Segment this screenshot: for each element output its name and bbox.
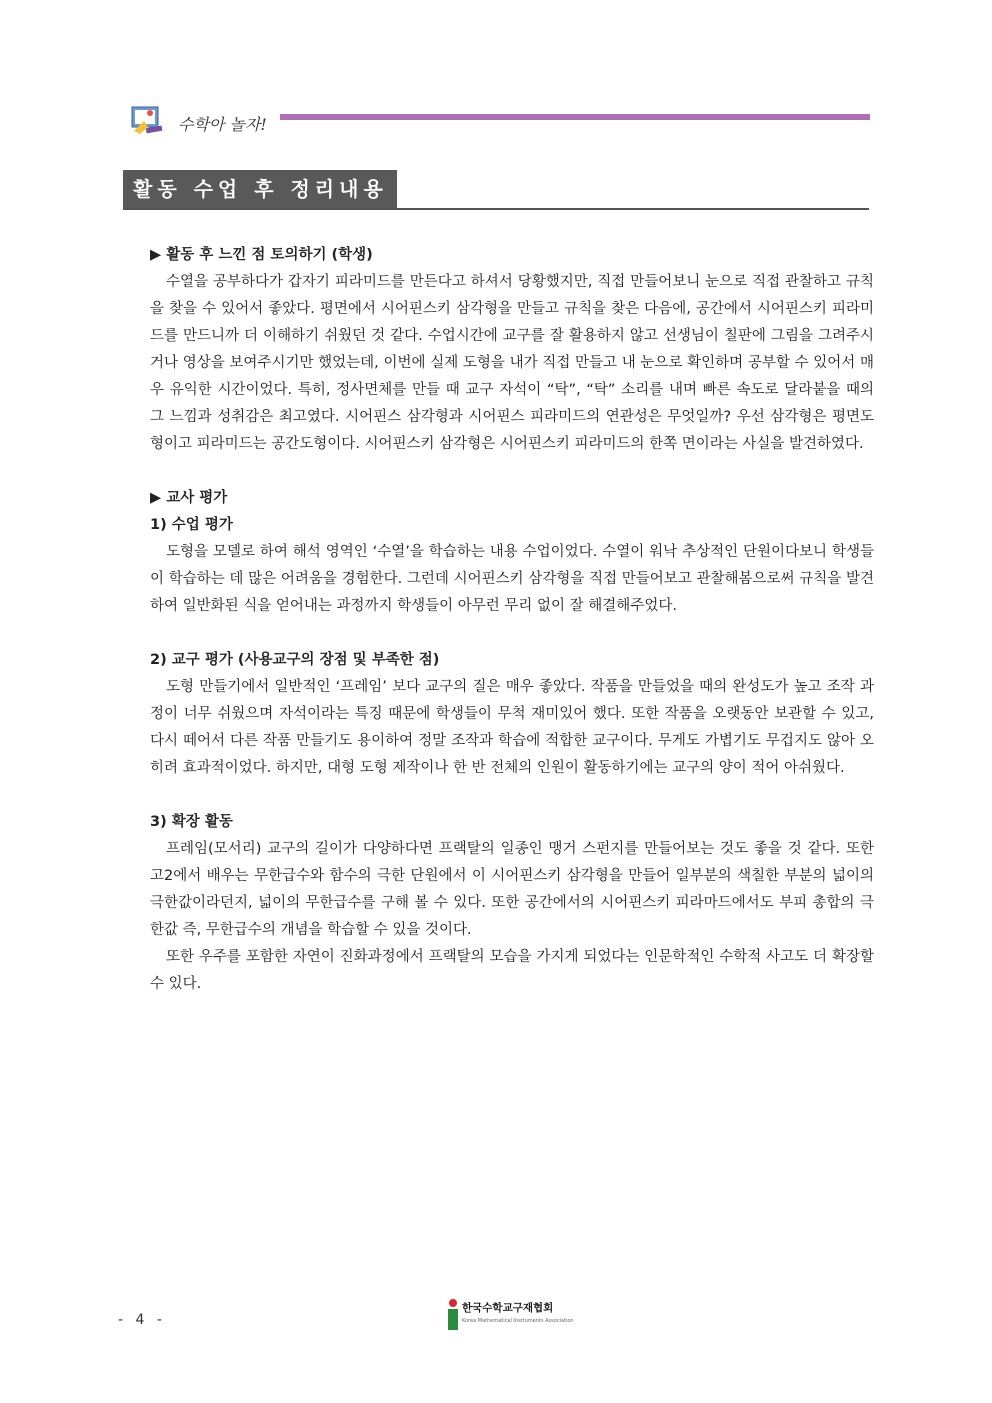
section-heading: ▶ 교사 평가	[150, 490, 228, 506]
brand-title: 수학아 놀자!	[178, 115, 267, 134]
body-paragraph: 수열을 공부하다가 갑자기 피라미드를 만든다고 하셔서 당황했지만, 직접 만들어보니 눈으로 직접 관찰하고 규칙을 찾을 수 있어서 좋았다. 평면에서 시어핀스키 삼각형을 만들고 규칙을 찾은 다음에, 공간에서 시어핀스키 피라미드를 만드니까 더 이해하기 쉬웠던 것 같다. 수업시간에 교구를 잘 활용하지 않고 선생님이 칠판에 그림을 그려주시거나 영상을 보여주시기만 했었는데, 이번에 실제 도형을 내가 직접 만들고 내 눈으로 확인하며 공부할 수 있어서 매우 유익한 시간이었다. 특히, 정사면체를 만들 때 교구 자석이 “탁”, “탁” 소리를 내며 빠른 속도로 달라붙을 때의 그 느낌과 성취감은 최고였다. 시어핀스 삼각형과 시어핀스 피라미드의 연관성은 무엇일까? 우선 삼각형은 평면도형이고 피라미드는 공간도형이다. 시어핀스키 삼각형은 시어핀스키 피라미드의 한쪽 면이라는 사실을 발견하였다.	[150, 274, 874, 452]
association-name-en: Korea Mathematical Instruments Association	[462, 1318, 574, 1324]
footer-logo	[446, 1298, 574, 1334]
paragraph-gap	[150, 458, 874, 485]
section-header	[123, 170, 869, 210]
section-heading: 3) 확장 활동	[150, 814, 233, 830]
body-paragraph: 도형 만들기에서 일반적인 ‘프레임’ 보다 교구의 질은 매우 좋았다. 작품을 만들었을 때의 완성도가 높고 조작 과정이 너무 쉬웠으며 자석이라는 특징 때문에 학생들이 무척 재미있어 했다. 또한 작품을 오랫동안 보관할 수 있고, 다시 떼어서 다른 작품 만들기도 용이하여 정말 조작과 학습에 적합한 교구이다. 무게도 가볍기도 무겁지도 않아 오히려 효과적이었다. 하지만, 대형 도형 제작이나 한 반 전체의 인원이 활동하기에는 교구의 양이 적어 아쉬웠다.	[150, 679, 874, 776]
body-paragraph: 또한 우주를 포함한 자연이 진화과정에서 프랙탈의 모습을 가지게 되었다는 인문학적인 수학적 사고도 더 확장할 수 있다.	[150, 949, 874, 992]
document-body	[150, 242, 874, 998]
section-heading: 2) 교구 평가 (사용교구의 장점 및 부족한 점)	[150, 652, 440, 668]
body-paragraph: 프레임(모서리) 교구의 길이가 다양하다면 프랙탈의 일종인 맹거 스펀지를 만들어보는 것도 좋을 것 같다. 또한 고2에서 배우는 무한급수와 함수의 극한 단원에서 이 시어핀스키 삼각형을 만들어 일부분의 색칠한 부분의 넓이의 극한값이라던지, 넓이의 무한급수를 구해 볼 수 있다. 또한 공간에서의 시어핀스키 피라마드에서도 부피 총합의 극한값 즉, 무한급수의 개념을 학습할 수 있을 것이다.	[150, 841, 874, 938]
paragraph-gap	[150, 620, 874, 647]
paragraph-gap	[150, 782, 874, 809]
header-rule	[280, 114, 870, 120]
section-underline	[123, 208, 869, 210]
page-header	[130, 100, 870, 140]
association-name: 한국수학교구재협회	[462, 1302, 554, 1314]
association-logo-icon	[446, 1298, 460, 1332]
section-heading: 1) 수업 평가	[150, 517, 233, 533]
math-play-icon	[130, 103, 166, 135]
page-number: - 4 -	[118, 1312, 166, 1328]
section-title: 활동 수업 후 정리내용	[123, 170, 397, 208]
section-heading: ▶ 활동 후 느낀 점 토의하기 (학생)	[150, 247, 373, 263]
body-paragraph: 도형을 모델로 하여 해석 영역인 ‘수열’을 학습하는 내용 수업이었다. 수열이 워낙 추상적인 단원이다보니 학생들이 학습하는 데 많은 어려움을 경험한다. 그런데 시어핀스키 삼각형을 직접 만들어보고 관찰해봄으로써 규칙을 발견하여 일반화된 식을 얻어내는 과정까지 학생들이 아무런 무리 없이 잘 해결해주었다.	[150, 544, 874, 614]
